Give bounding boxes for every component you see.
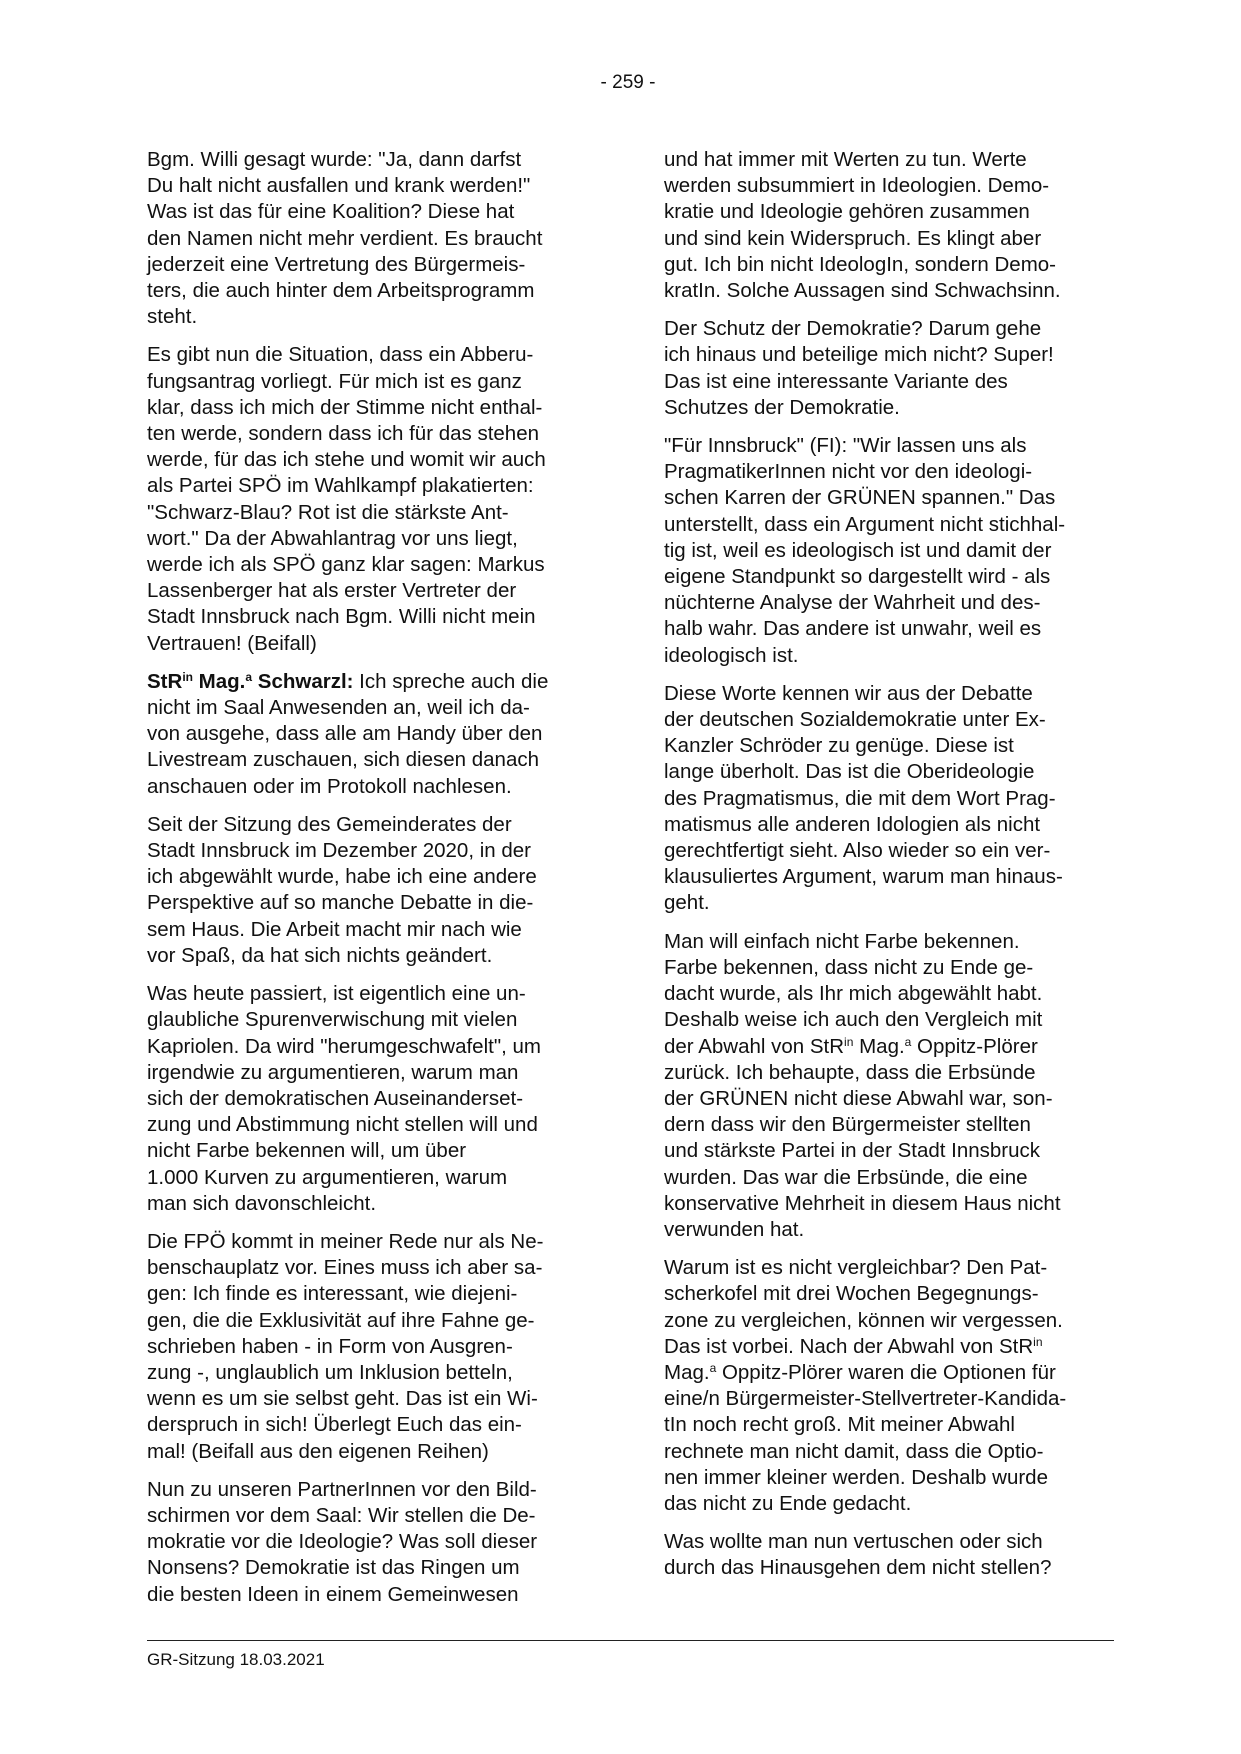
text-line: Was wollte man nun vertuschen oder sich xyxy=(664,1530,1043,1554)
text-line: 1.000 Kurven zu argumentieren, warum xyxy=(147,1165,508,1189)
text-line: dacht wurde, als Ihr mich abgewählt habt. xyxy=(664,982,1043,1006)
text-line: mokratie vor die Ideologie? Was soll dieser xyxy=(147,1530,538,1554)
text-line: Was heute passiert, ist eigentlich eine un- xyxy=(147,982,526,1006)
text-line: zurück. Ich behaupte, dass die Erbsünde xyxy=(664,1060,1036,1084)
text-line: gut. Ich bin nicht IdeologIn, sondern Demo- xyxy=(664,252,1057,276)
text-line: Schutzes der Demokratie. xyxy=(664,395,900,419)
text-line: tig ist, weil es ideologisch ist und damit der xyxy=(664,538,1052,562)
text-line: rechnete man nicht damit, dass die Optio- xyxy=(664,1439,1044,1463)
text-line: sem Haus. Die Arbeit macht mir nach wie xyxy=(147,917,522,941)
paragraph xyxy=(664,1529,1114,1581)
text-line: schrieben haben - in Form von Ausgren- xyxy=(147,1334,513,1358)
text-line: Nun zu unseren PartnerInnen vor den Bild- xyxy=(147,1477,537,1501)
text-line: ideologisch ist. xyxy=(664,643,799,667)
paragraph xyxy=(147,812,597,969)
text-line: scherkofel mit drei Wochen Begegnungs- xyxy=(664,1282,1039,1306)
text-line: nen immer kleiner werden. Deshalb wurde xyxy=(664,1465,1048,1489)
text-line: konservative Mehrheit in diesem Haus nicht xyxy=(664,1191,1061,1215)
text-line: lange überholt. Das ist die Oberideologie xyxy=(664,760,1035,784)
paragraph xyxy=(147,1229,597,1465)
text-line: eine/n Bürgermeister-Stellvertreter-Kandida- xyxy=(664,1387,1067,1411)
text-line: vor Spaß, da hat sich nichts geändert. xyxy=(147,943,493,967)
text-line: PragmatikerInnen nicht vor den ideologi- xyxy=(664,460,1033,484)
text-line: "Für Innsbruck" (FI): "Wir lassen uns als xyxy=(664,434,1027,458)
paragraph-part xyxy=(664,1060,1114,1243)
paragraph xyxy=(664,1255,1114,1517)
text-line: sich der demokratischen Auseinanderset- xyxy=(147,1086,524,1110)
text-line: irgendwie zu argumentieren, warum man xyxy=(147,1060,519,1084)
paragraph xyxy=(664,147,1114,304)
paragraph xyxy=(664,929,1114,1243)
speaker-label: StR$^{in}$ Mag.$^a$ Schwarzl: xyxy=(147,669,354,693)
footer-divider xyxy=(147,1640,1114,1641)
text-line: nicht im Saal Anwesenden an, weil ich da- xyxy=(147,696,530,720)
paragraph-part xyxy=(664,929,1114,1034)
text-line: gen, die die Exklusivität auf ihre Fahne ge- xyxy=(147,1308,535,1332)
text-line: der Abwahl von StR$^{in}$ Mag.$^a$ Oppitz-Plörer xyxy=(664,1034,1038,1058)
paragraph xyxy=(147,342,597,656)
paragraph xyxy=(147,147,597,330)
text-line: mal! (Beifall aus den eigenen Reihen) xyxy=(147,1439,489,1463)
text-line: Bgm. Willi gesagt wurde: "Ja, dann darfst xyxy=(147,148,522,171)
text-line: ters, die auch hinter dem Arbeitsprogramm xyxy=(147,279,535,303)
text-line: Mag.$^a$ Oppitz-Plörer waren die Optionen für xyxy=(664,1360,1056,1384)
speaker-line xyxy=(147,669,597,695)
left-column xyxy=(147,147,597,1620)
text-line: Lassenberger hat als erster Vertreter der xyxy=(147,579,517,603)
text-line: kratie und Ideologie gehören zusammen xyxy=(664,200,1030,224)
text-line: durch das Hinausgehen dem nicht stellen? xyxy=(664,1556,1052,1580)
text-line: benschauplatz vor. Eines muss ich aber sa- xyxy=(147,1256,543,1280)
text-line: gerechtfertigt sieht. Also wieder so ein ver- xyxy=(664,839,1051,863)
speech-start: Ich spreche auch die xyxy=(353,669,549,693)
speaker-paragraph xyxy=(147,669,597,800)
text-line: Vertrauen! (Beifall) xyxy=(147,631,317,655)
text-line: verwunden hat. xyxy=(664,1217,805,1241)
text-line: "Schwarz-Blau? Rot ist die stärkste Ant- xyxy=(147,500,509,524)
text-line: schirmen vor dem Saal: Wir stellen die De- xyxy=(147,1503,536,1527)
text-line: Die FPÖ kommt in meiner Rede nur als Ne- xyxy=(147,1229,544,1253)
text-line: Nonsens? Demokratie ist das Ringen um xyxy=(147,1556,520,1580)
paragraph xyxy=(664,433,1114,669)
text-line: das nicht zu Ende gedacht. xyxy=(664,1491,912,1515)
text-line: nicht Farbe bekennen will, um über xyxy=(147,1139,467,1163)
text-line: Kanzler Schröder zu genüge. Diese ist xyxy=(664,734,1014,758)
text-line: Was ist das für eine Koalition? Diese hat xyxy=(147,200,515,224)
text-line: klausuliertes Argument, warum man hinaus- xyxy=(664,865,1063,889)
right-column xyxy=(664,147,1114,1594)
paragraph-part xyxy=(664,1255,1114,1334)
text-line: von ausgehe, dass alle am Handy über den xyxy=(147,722,543,746)
text-line: der deutschen Sozialdemokratie unter Ex- xyxy=(664,708,1046,732)
text-line: Stadt Innsbruck im Dezember 2020, in der xyxy=(147,839,531,863)
text-line: wenn es um sie selbst geht. Das ist ein Wi- xyxy=(147,1387,538,1411)
text-line: Livestream zuschauen, sich diesen danach xyxy=(147,748,540,772)
text-line: die besten Ideen in einem Gemeinwesen xyxy=(147,1582,519,1606)
text-line: Man will einfach nicht Farbe bekennen. xyxy=(664,929,1020,953)
text-line: und sind kein Widerspruch. Es klingt aber xyxy=(664,226,1042,250)
text-line: Es gibt nun die Situation, dass ein Abberu- xyxy=(147,343,534,367)
text-line: Das ist eine interessante Variante des xyxy=(664,369,1008,393)
text-line: Warum ist es nicht vergleichbar? Den Pat- xyxy=(664,1256,1048,1280)
text-line: eigene Standpunkt so dargestellt wird - als xyxy=(664,565,1051,589)
paragraph-part xyxy=(664,1386,1114,1517)
text-line: klar, dass ich mich der Stimme nicht enthal- xyxy=(147,395,543,419)
text-line: steht. xyxy=(147,305,198,329)
text-line: jederzeit eine Vertretung des Bürgermeis- xyxy=(147,252,526,276)
text-line: derspruch in sich! Überlegt Euch das ein- xyxy=(147,1413,522,1437)
text-line: man sich davonschleicht. xyxy=(147,1191,377,1215)
text-line: Kapriolen. Da wird "herumgeschwafelt", um xyxy=(147,1034,541,1058)
text-line: zung -, unglaublich um Inklusion betteln, xyxy=(147,1360,513,1384)
text-line: Stadt Innsbruck nach Bgm. Willi nicht mein xyxy=(147,605,536,629)
text-line: tIn noch recht groß. Mit meiner Abwahl xyxy=(664,1413,1015,1437)
text-line: und stärkste Partei in der Stadt Innsbruck xyxy=(664,1139,1041,1163)
text-line: dern dass wir den Bürgermeister stellten xyxy=(664,1113,1031,1137)
footer-session-date: GR-Sitzung 18.03.2021 xyxy=(147,1650,325,1669)
text-line: der GRÜNEN nicht diese Abwahl war, son- xyxy=(664,1086,1053,1110)
text-line: schen Karren der GRÜNEN spannen." Das xyxy=(664,486,1056,510)
text-line: Farbe bekennen, dass nicht zu Ende ge- xyxy=(664,955,1034,979)
text-line: anschauen oder im Protokoll nachlesen. xyxy=(147,774,512,798)
text-line: Perspektive auf so manche Debatte in die- xyxy=(147,891,534,915)
text-line: und hat immer mit Werten zu tun. Werte xyxy=(664,148,1027,171)
text-line: des Pragmatismus, die mit dem Wort Prag- xyxy=(664,786,1056,810)
text-line: als Partei SPÖ im Wahlkampf plakatierten: xyxy=(147,474,534,498)
text-line: gen: Ich finde es interessant, wie diejeni- xyxy=(147,1282,518,1306)
text-line: Seit der Sitzung des Gemeinderates der xyxy=(147,812,512,836)
text-line: ten werde, sondern dass ich für das stehen xyxy=(147,422,540,446)
text-line: Das ist vorbei. Nach der Abwahl von StR$^{in}$ xyxy=(664,1334,1043,1358)
text-line: fungsantrag vorliegt. Für mich ist es ganz xyxy=(147,369,522,393)
text-line: nüchterne Analyse der Wahrheit und des- xyxy=(664,591,1041,615)
text-line: kratIn. Solche Aussagen sind Schwachsinn. xyxy=(664,279,1061,303)
text-line: den Namen nicht mehr verdient. Es braucht xyxy=(147,226,543,250)
paragraph xyxy=(147,1477,597,1608)
text-line: halb wahr. Das andere ist unwahr, weil es xyxy=(664,617,1042,641)
text-line: ich hinaus und beteilige mich nicht? Super! xyxy=(664,343,1054,367)
text-line: zone zu vergleichen, können wir vergessen. xyxy=(664,1308,1063,1332)
text-line: werde ich als SPÖ ganz klar sagen: Markus xyxy=(147,553,545,577)
text-line: Deshalb weise ich auch den Vergleich mit xyxy=(664,1008,1043,1032)
text-line: ich abgewählt wurde, habe ich eine andere xyxy=(147,865,537,889)
text-line: wort." Da der Abwahlantrag vor uns liegt, xyxy=(147,526,518,550)
text-line: Diese Worte kennen wir aus der Debatte xyxy=(664,681,1033,705)
text-line: unterstellt, dass ein Argument nicht stichhal- xyxy=(664,512,1066,536)
paragraph xyxy=(147,981,597,1217)
text-line: geht. xyxy=(664,891,710,915)
text-line: werde, für das ich stehe und womit wir auch xyxy=(147,448,546,472)
paragraph xyxy=(664,681,1114,917)
paragraph xyxy=(664,316,1114,421)
page-number: - 259 - xyxy=(600,72,656,93)
text-line: Du halt nicht ausfallen und krank werden!" xyxy=(147,174,531,198)
text-line: wurden. Das war die Erbsünde, die eine xyxy=(664,1165,1028,1189)
text-line: Der Schutz der Demokratie? Darum gehe xyxy=(664,317,1042,341)
text-line: zung und Abstimmung nicht stellen will und xyxy=(147,1113,538,1137)
speech-continued xyxy=(147,695,597,800)
text-line: werden subsummiert in Ideologien. Demo- xyxy=(664,174,1050,198)
text-line: glaubliche Spurenverwischung mit vielen xyxy=(147,1008,518,1032)
text-line: matismus alle anderen Idologien als nicht xyxy=(664,812,1041,836)
